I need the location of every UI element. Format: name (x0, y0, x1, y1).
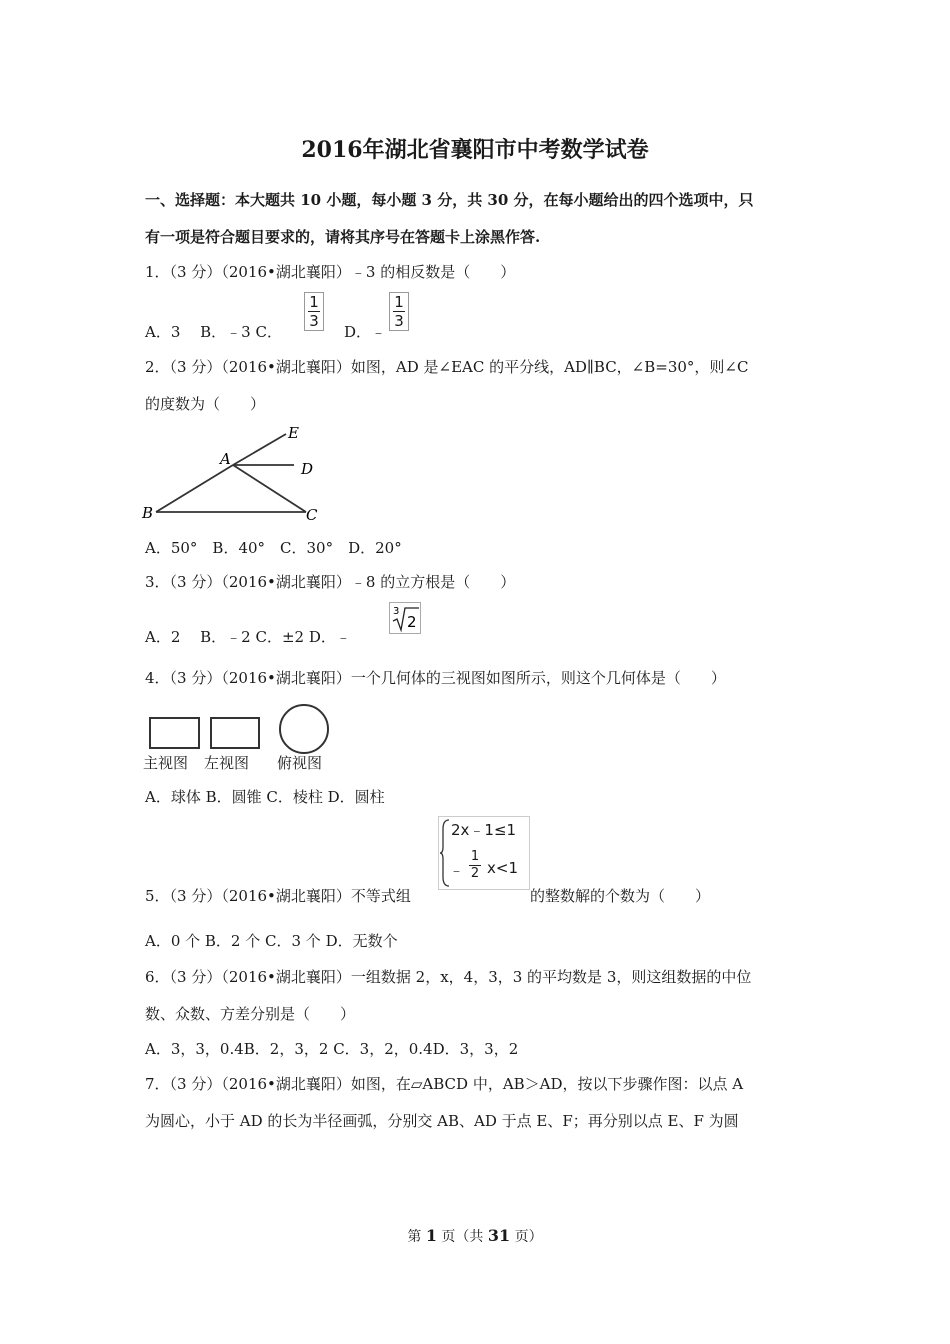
page-total: 31 (487, 1226, 511, 1245)
q4-stem: 4．（3 分）（2016•湖北襄阳）一个几何体的三视图如图所示，则这个几何体是（ ） (145, 669, 726, 687)
q2-label-e: E (288, 424, 299, 442)
q6-stem-line1: 6．（3 分）（2016•湖北襄阳）一组数据 2，x，4，3，3 的平均数是 3，则这组数据的中位 (145, 968, 752, 986)
q2-stem-line1: 2．（3 分）（2016•湖北襄阳）如图，AD 是∠EAC 的平分线，AD∥BC，∠B=30°，则∠C (145, 358, 749, 376)
q3-options: A．2 B．﹣2 C．±2 D．﹣ (145, 628, 351, 646)
svg-text:2: 2 (407, 613, 417, 631)
q5-options: A．0 个 B．2 个 C．3 个 D．无数个 (145, 932, 398, 950)
q1-stem: 1．（3 分）（2016•湖北襄阳）﹣3 的相反数是（ ） (145, 263, 516, 281)
q6-options: A．3，3，0.4B．2，3，2 C．3，2，0.4D．3，3，2 (145, 1040, 519, 1058)
q2-label-d: D (301, 460, 314, 478)
q4-options: A．球体 B．圆锥 C．棱柱 D．圆柱 (145, 788, 385, 806)
q5-inequality-2-sign: ﹣ (449, 861, 465, 879)
q3-cube-root-figure (389, 602, 421, 634)
q1-fraction-c: 1 3 (304, 292, 324, 331)
q2-options: A．50° B．40° C．30° D．20° (145, 539, 402, 557)
q2-label-c: C (306, 506, 318, 524)
svg-text:3: 3 (393, 606, 400, 617)
q2-label-b: B (142, 504, 154, 522)
q2-label-a: A (220, 450, 231, 468)
q3-stem: 3．（3 分）（2016•湖北襄阳）﹣8 的立方根是（ ） (145, 573, 516, 591)
q5-inequality-2-rest: x<1 (487, 859, 518, 877)
q2-stem-line2: 的度数为（ ） (145, 395, 266, 413)
page-number: 1 (425, 1226, 437, 1245)
section-intro-line2: 有一项是符合题目要求的，请将其序号在答题卡上涂黑作答. (145, 228, 541, 246)
q4-side-view (210, 717, 260, 749)
q4-top-view (279, 704, 329, 754)
page-footer: 第 1 页（共 31 页） (407, 1226, 543, 1245)
page-title: 2016年湖北省襄阳市中考数学试卷 (301, 137, 649, 163)
q4-label-front: 主视图 (143, 754, 189, 772)
section-intro-line1: 一、选择题：本大题共 10 小题，每小题 3 分，共 30 分，在每小题给出的四个选项中，只 (145, 191, 754, 209)
q5-inequality-system (438, 816, 530, 890)
q5-inequality-2-fraction: 1 2 (470, 849, 480, 881)
q5-inequality-1: 2x﹣1≤1 (451, 821, 517, 839)
q7-stem-line1: 7．（3 分）（2016•湖北襄阳）如图，在▱ABCD 中，AB＞AD，按以下步骤作图：以点 A (145, 1075, 744, 1093)
q1-fraction-d: 1 3 (389, 292, 409, 331)
q5-stem-after: 的整数解的个数为（ ） (530, 887, 711, 905)
q4-front-view (149, 717, 200, 749)
q6-stem-line2: 数、众数、方差分别是（ ） (145, 1005, 356, 1023)
q1-option-d: D．﹣ (344, 323, 387, 341)
q5-stem-before: 5．（3 分）（2016•湖北襄阳）不等式组 (145, 887, 411, 905)
q2-triangle-figure (138, 420, 338, 530)
q4-label-top: 俯视图 (277, 754, 323, 772)
q1-options: A．3 B．﹣3 C． (145, 323, 282, 341)
q7-stem-line2: 为圆心，小于 AD 的长为半径画弧，分别交 AB、AD 于点 E、F；再分别以点 E、F 为圆 (145, 1112, 739, 1130)
q4-label-side: 左视图 (204, 754, 250, 772)
